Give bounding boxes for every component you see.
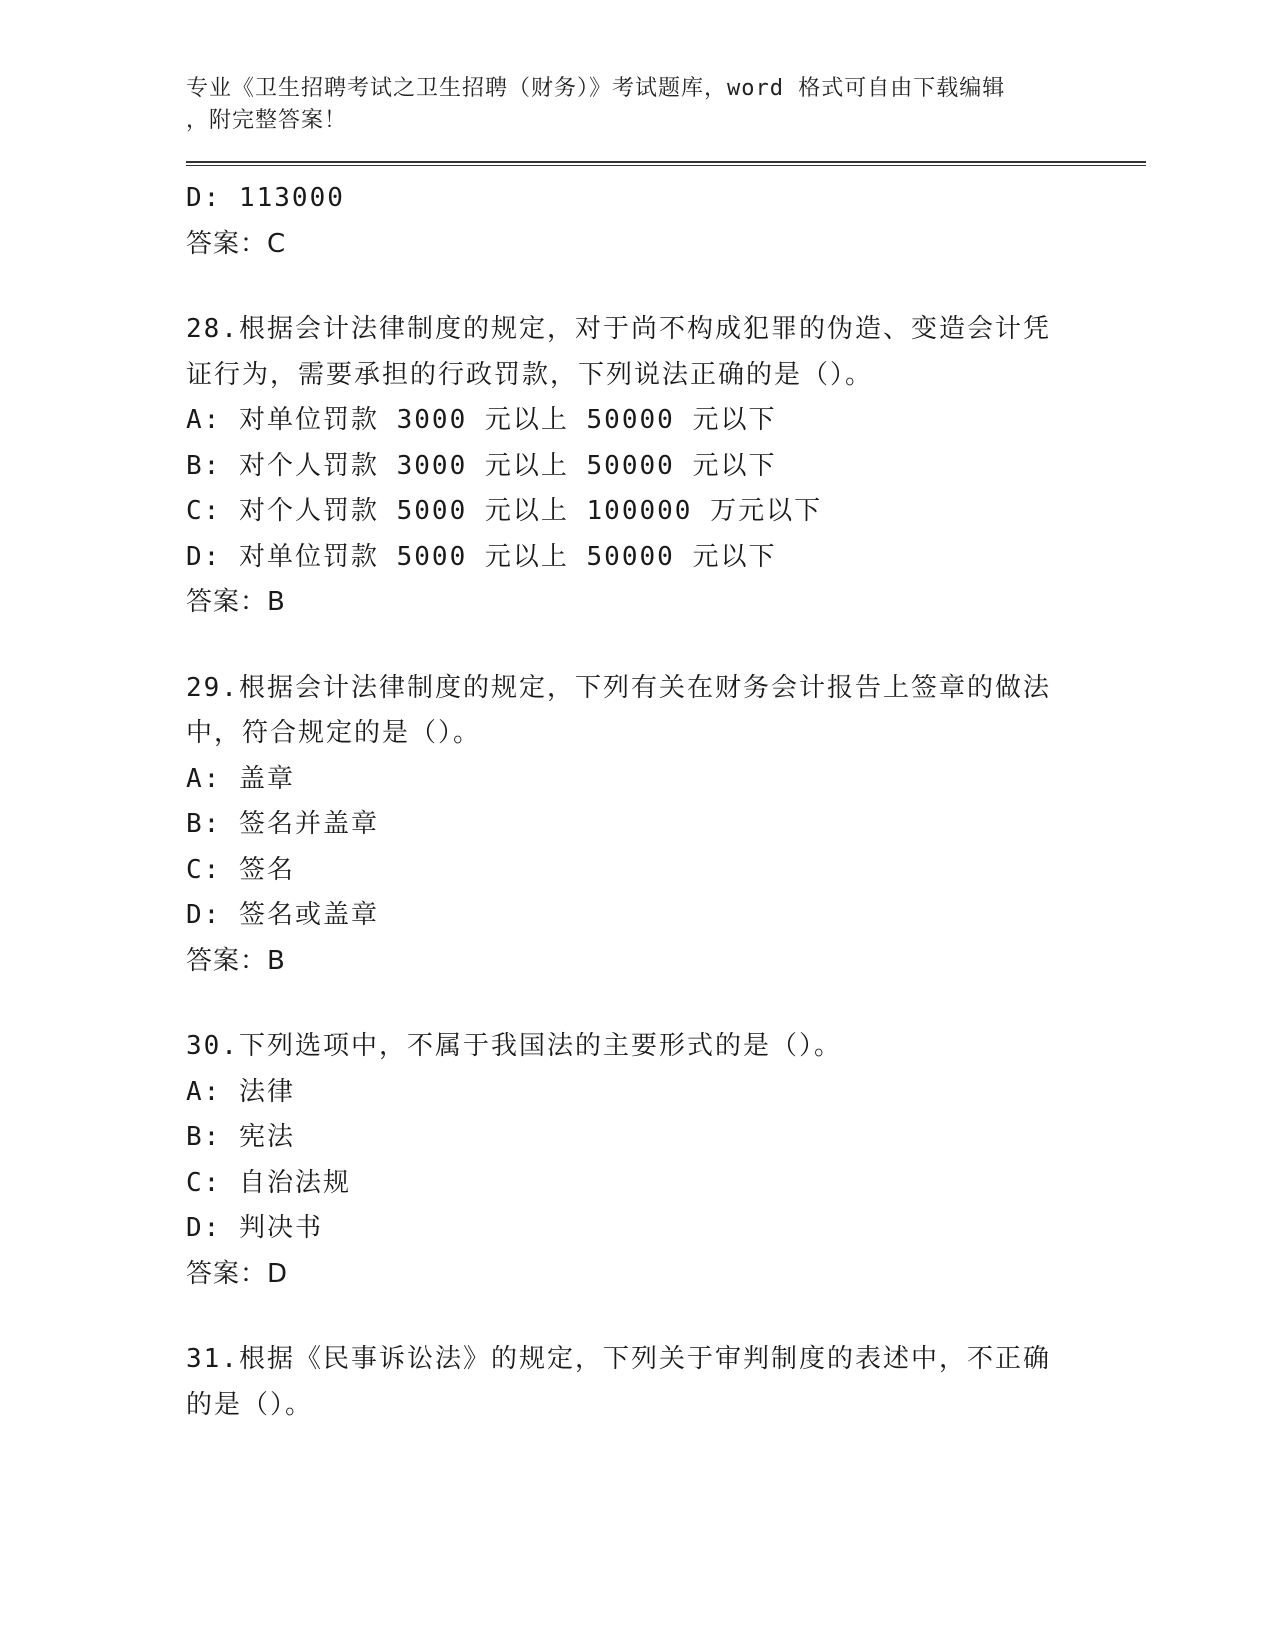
question-28 [186,307,1145,626]
option-a: A: 对单位罚款 3000 元以上 50000 元以下 [186,405,777,435]
document-body [186,176,1145,1428]
question-text-line-2: 的是（）。 [186,1389,314,1420]
question-29 [186,666,1145,985]
header-line-2: ，附完整答案！ [186,108,348,133]
option-d: D: 判决书 [186,1213,323,1243]
answer-line: 答案：B [186,587,286,617]
answer-line: 答案：B [186,945,286,976]
option-a: A: 盖章 [186,763,295,794]
question-text-line-1: 31.根据《民事诉讼法》的规定，下列关于审判制度的表述中，不正确 [186,1344,1051,1374]
option-c: C: 签名 [186,854,295,885]
option-d: D: 对单位罚款 5000 元以上 50000 元以下 [186,541,777,572]
question-text-line-2: 中，符合规定的是（）。 [186,718,482,748]
question-31 [186,1337,1145,1428]
question-text-line-1: 29.根据会计法律制度的规定，下列有关在财务会计报告上签章的做法 [186,672,1051,703]
option-c: C: 对个人罚款 5000 元以上 100000 万元以下 [186,496,823,526]
question-text-line-1: 28.根据会计法律制度的规定，对于尚不构成犯罪的伪造、变造会计凭 [186,314,1051,344]
question-30 [186,1024,1145,1297]
option-d: D: 113000 [186,183,345,213]
header-divider [186,161,1146,166]
previous-question-tail [186,176,1145,267]
option-d: D: 签名或盖章 [186,900,379,930]
option-b: B: 对个人罚款 3000 元以上 50000 元以下 [186,450,777,481]
question-text-line-2: 证行为，需要承担的行政罚款，下列说法正确的是（）。 [186,359,874,390]
option-a: A: 法律 [186,1076,295,1107]
question-text-line-1: 30.下列选项中，不属于我国法的主要形式的是（）。 [186,1031,842,1061]
document-header [186,73,1066,137]
option-b: B: 签名并盖章 [186,809,379,839]
option-c: C: 自治法规 [186,1167,351,1198]
answer-line: 答案：C [186,228,287,259]
answer-line: 答案：D [186,1258,289,1289]
option-b: B: 宪法 [186,1122,295,1152]
header-line-1: 专业《卫生招聘考试之卫生招聘（财务）》考试题库，word 格式可自由下载编辑 [186,76,1006,101]
